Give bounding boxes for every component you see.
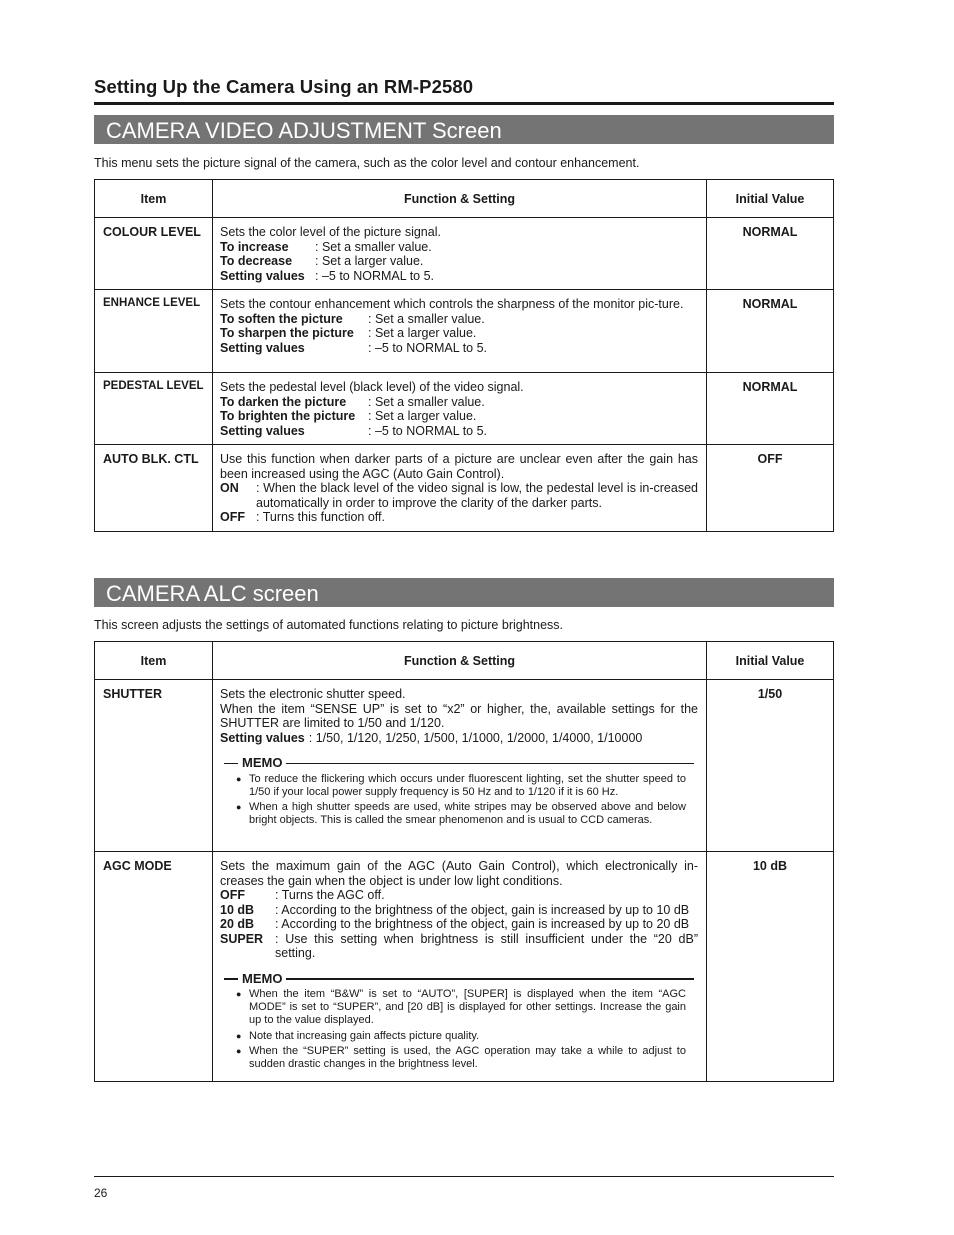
item-cell: ENHANCE LEVEL — [95, 290, 213, 373]
setting-value: : According to the brightness of the object, gain is increased by up to 10 dB — [275, 902, 690, 917]
setting-key: Setting values — [220, 340, 305, 355]
description: Sets the electronic shutter speed. — [220, 687, 406, 701]
memo-item: ● When the item “B&W” is set to “AUTO”, [SUPER] is displayed when the item “AGC MODE” is set to “SUPER”, and [20 dB] is displayed for other settings. Increase the gain up to the value displayed. — [236, 988, 686, 1027]
bullet-icon: ● — [236, 1045, 242, 1056]
function-cell — [213, 290, 707, 373]
description: Sets the color level of the picture signal. — [220, 225, 441, 239]
setting-value: : 1/50, 1/120, 1/250, 1/500, 1/1000, 1/2000, 1/4000, 1/10000 — [308, 730, 643, 745]
item-cell: AGC MODE — [95, 852, 213, 1082]
setting-key: To increase — [220, 239, 289, 254]
function-cell — [213, 218, 707, 290]
memo-item: ● To reduce the flickering which occurs under fluorescent lighting, set the shutter speed to 1/50 if your local power supply frequency is 50 Hz and to 1/120 if it is 60 Hz. — [236, 772, 686, 798]
item-cell: PEDESTAL LEVEL — [95, 373, 213, 445]
memo-item: ● When a high shutter speeds are used, white stripes may be observed above and below bright objects. This is called the smear phenomenon and is usual to CCD cameras. — [236, 800, 686, 827]
setting-key: Setting values — [220, 268, 305, 283]
setting-value: : Turns the AGC off. — [275, 888, 385, 902]
bullet-icon: ● — [236, 989, 242, 999]
header-item: Item — [95, 642, 213, 680]
alc-table — [94, 641, 834, 1082]
initial-value-cell: NORMAL — [707, 218, 834, 290]
header-initial: Initial Value — [707, 642, 834, 680]
setting-key: 10 dB — [220, 902, 255, 917]
setting-value: : Set a larger value. — [368, 409, 477, 423]
header-initial: Initial Value — [707, 180, 834, 218]
description: Sets the pedestal level (black level) of the video signal. — [220, 380, 524, 394]
setting-key: Setting values — [220, 423, 305, 438]
table-header-row — [95, 180, 834, 218]
description: When the item “SENSE UP” is set to “x2” or higher, the, available settings for the SHUTTER are limited to 1/50 and 1/120. — [220, 701, 698, 730]
setting-value: : According to the brightness of the object, gain is increased by up to 20 dB — [275, 917, 690, 931]
header-function: Function & Setting — [213, 642, 707, 680]
setting-key: To brighten the picture — [220, 409, 356, 423]
setting-value: : Turns this function off. — [256, 510, 386, 524]
video-adjustment-title: CAMERA VIDEO ADJUSTMENT Screen — [94, 115, 834, 144]
setting-value: : When the black level of the video signal is low, the pedestal level is in-creased automatically in order to improve the clarity of the darker parts. — [256, 481, 698, 510]
table-row — [95, 445, 834, 532]
setting-key: To decrease — [220, 254, 293, 268]
item-cell: SHUTTER — [95, 680, 213, 852]
heading-rule — [94, 102, 834, 105]
function-cell — [213, 373, 707, 445]
bullet-icon: ● — [236, 1030, 242, 1041]
memo-box — [224, 756, 694, 827]
initial-value-cell: OFF — [707, 445, 834, 532]
setting-value: : Set a larger value. — [368, 326, 477, 340]
description: Use this function when darker parts of a picture are unclear even after the gain has been increased using the AGC (Auto Gain Control). — [220, 452, 698, 481]
bullet-icon: ● — [236, 773, 242, 784]
initial-value-cell: NORMAL — [707, 373, 834, 445]
function-cell — [213, 852, 707, 1082]
memo-title: MEMO — [242, 755, 283, 770]
initial-value-cell: 1/50 — [707, 680, 834, 852]
setting-key: SUPER — [220, 931, 264, 946]
setting-key: OFF — [220, 888, 245, 902]
description: Sets the maximum gain of the AGC (Auto Gain Control), which electronically in-creases the gain when the object is under low light conditions. — [220, 859, 698, 888]
setting-key: OFF — [220, 510, 245, 524]
footer-rule — [94, 1176, 834, 1177]
setting-value: : –5 to NORMAL to 5. — [315, 268, 435, 283]
table-header-row — [95, 642, 834, 680]
initial-value-cell: 10 dB — [707, 852, 834, 1082]
memo-title: MEMO — [242, 970, 283, 986]
page-number: 26 — [94, 1186, 108, 1200]
header-function: Function & Setting — [213, 180, 707, 218]
video-adjustment-table — [94, 179, 834, 532]
table-row — [95, 373, 834, 445]
setting-value: : Set a larger value. — [315, 254, 424, 268]
setting-value: : –5 to NORMAL to 5. — [368, 423, 488, 438]
setting-key: To sharpen the picture — [220, 326, 354, 340]
item-cell: AUTO BLK. CTL — [95, 445, 213, 532]
page-heading: Setting Up the Camera Using an RM-P2580 — [94, 76, 474, 97]
alc-title: CAMERA ALC screen — [94, 578, 834, 607]
setting-key: To soften the picture — [220, 311, 343, 326]
setting-value: : Use this setting when brightness is still insufficient under the “20 dB” setting. — [275, 931, 698, 960]
table-row — [95, 290, 834, 373]
alc-intro: This screen adjusts the settings of automated functions relating to picture brightness. — [94, 618, 564, 632]
table-row — [95, 218, 834, 290]
setting-value: : Set a smaller value. — [368, 311, 485, 326]
memo-box — [224, 972, 694, 1072]
function-cell — [213, 680, 707, 852]
setting-value: : Set a smaller value. — [315, 239, 432, 254]
setting-value: : –5 to NORMAL to 5. — [368, 340, 488, 355]
setting-key: ON — [220, 481, 239, 495]
memo-item: ● Note that increasing gain affects picture quality. — [236, 1029, 480, 1042]
header-item: Item — [95, 180, 213, 218]
table-row — [95, 680, 834, 852]
setting-key: 20 dB — [220, 917, 255, 931]
function-cell — [213, 445, 707, 532]
table-row — [95, 852, 834, 1082]
video-adjustment-intro: This menu sets the picture signal of the camera, such as the color level and contour enhancement. — [94, 156, 640, 170]
description: Sets the contour enhancement which controls the sharpness of the monitor pic-ture. — [220, 297, 684, 311]
setting-key: To darken the picture — [220, 394, 347, 409]
item-cell: COLOUR LEVEL — [95, 218, 213, 290]
bullet-icon: ● — [236, 801, 242, 812]
setting-key: Setting values — [220, 730, 305, 745]
memo-item: ● When the “SUPER” setting is used, the AGC operation may take a while to adjust to sudden drastic changes in the brightness level. — [236, 1044, 686, 1071]
setting-value: : Set a smaller value. — [368, 394, 485, 409]
initial-value-cell: NORMAL — [707, 290, 834, 373]
